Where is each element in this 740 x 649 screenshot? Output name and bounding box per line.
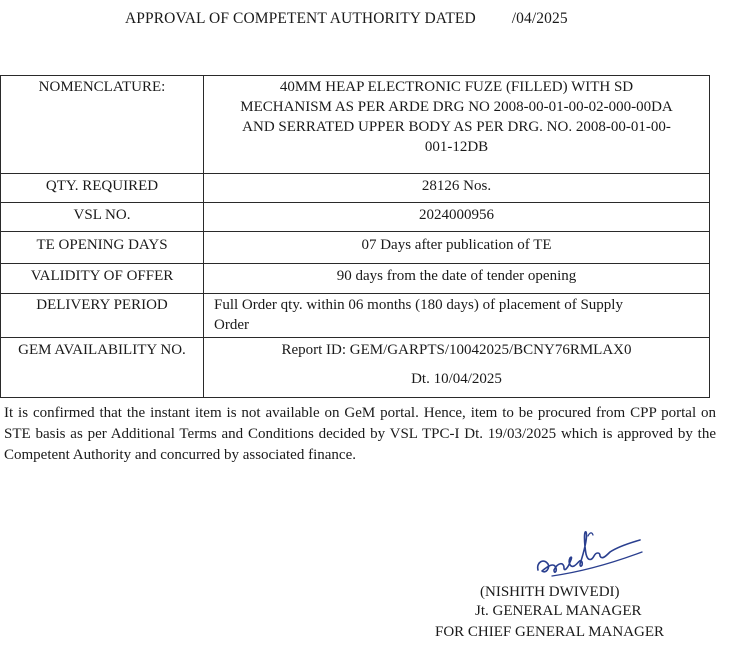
row-value: 07 Days after publication of TE [204,232,710,264]
value-line: MECHANISM AS PER ARDE DRG NO 2008-00-01-00-02-000-00DA [240,99,673,115]
row-value [204,294,710,338]
handwritten-signature [530,522,650,584]
signatory-designation: Jt. GENERAL MANAGER [475,603,642,619]
table-row [1,76,710,174]
table-row [1,294,710,338]
row-label: GEM AVAILABILITY NO. [1,338,204,398]
table-row [1,174,710,203]
value-line: Order [214,317,249,333]
row-label: VALIDITY OF OFFER [1,264,204,294]
row-value: 28126 Nos. [204,174,710,203]
row-label: QTY. REQUIRED [1,174,204,203]
value-line: Report ID: GEM/GARPTS/10042025/BCNY76RMLAX0 [281,342,632,358]
signatory-name: (NISHITH DWIVEDI) [480,584,620,600]
heading-text: APPROVAL OF COMPETENT AUTHORITY DATED [125,10,476,27]
signatory-on-behalf: FOR CHIEF GENERAL MANAGER [435,624,665,640]
row-label: DELIVERY PERIOD [1,294,204,338]
value-line: Full Order qty. within 06 months (180 days) of placement of Supply [214,297,623,313]
confirmation-paragraph: It is confirmed that the instant item is not available on GeM portal. Hence, item to be procured from CPP portal on STE basis as per Additional Terms and Conditions decided by VSL TPC-I Dt. 19/03/2025 which is approved by the Competent Authority and concurred by associated finance. [4,405,716,463]
page-title [125,10,568,28]
row-value [204,338,710,398]
table-row [1,232,710,264]
table-row [1,203,710,232]
row-label: TE OPENING DAYS [1,232,204,264]
row-value: 90 days from the date of tender opening [204,264,710,294]
details-table [0,75,710,398]
heading-date: /04/2025 [511,10,568,27]
row-label: VSL NO. [1,203,204,232]
table-row [1,264,710,294]
value-line: 40MM HEAP ELECTRONIC FUZE (FILLED) WITH SD [279,79,634,95]
table-row [1,338,710,398]
row-value [204,76,710,174]
row-label: NOMENCLATURE: [1,76,204,174]
row-value: 2024000956 [204,203,710,232]
value-line: 001-12DB [424,139,489,155]
value-line: AND SERRATED UPPER BODY AS PER DRG. NO. 2008-00-01-00- [242,119,671,135]
value-line: Dt. 10/04/2025 [411,371,502,387]
